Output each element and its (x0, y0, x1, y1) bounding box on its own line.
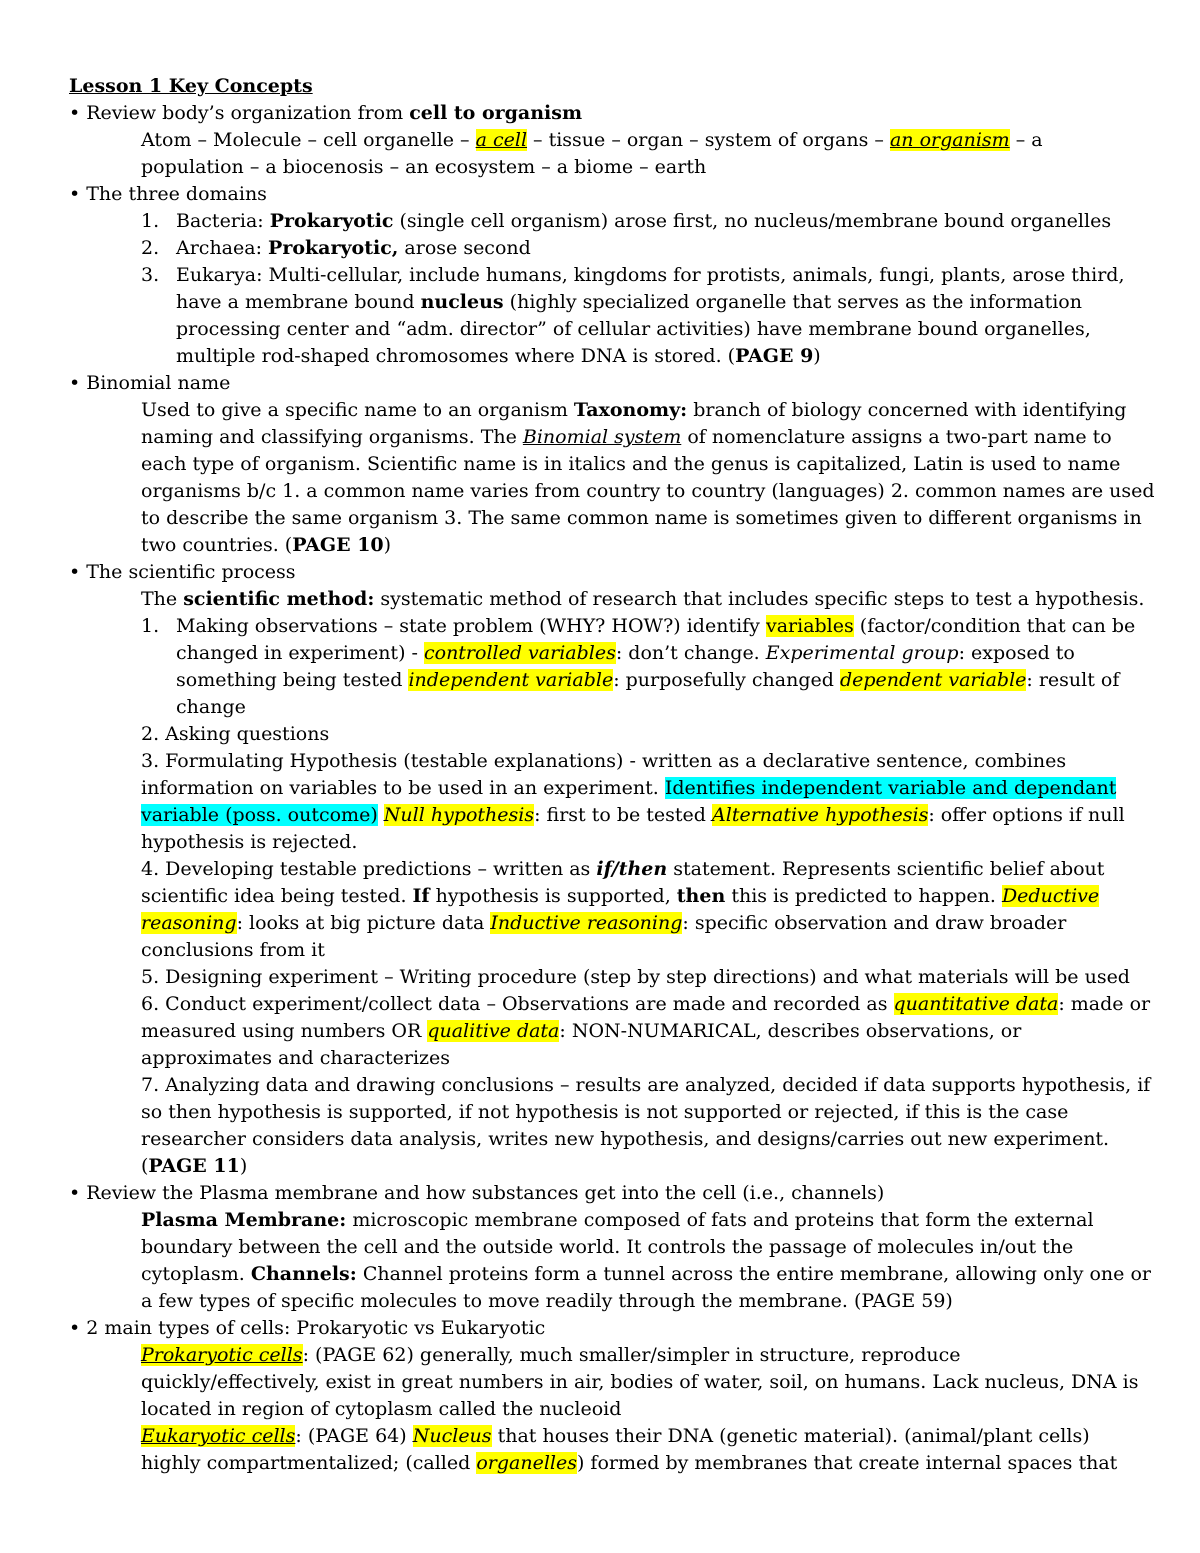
bold-text: If (412, 885, 430, 907)
bold-text: Prokaryotic, (268, 237, 399, 259)
text-span: Making observations – state problem (WHY? HOW?) identify (176, 615, 766, 637)
text-line: to describe the same organism 3. The same common name is sometimes given to different organisms in (141, 507, 1142, 529)
text-line: researcher considers data analysis, writes new hypothesis, and designs/carries out new experiment. (141, 1128, 1110, 1150)
bold-text: PAGE 10 (292, 534, 384, 556)
document-body (69, 73, 1155, 1477)
highlight-text: variables (765, 615, 854, 637)
text-line: boundary between the cell and the outside world. It controls the passage of molecules in/out the (141, 1236, 1074, 1258)
text-line (69, 1261, 1149, 1288)
text-span: – tissue – organ – system of organs – (527, 129, 890, 151)
text-span: : don’t change. (615, 642, 766, 664)
highlight-text: Alternative hypothesis (712, 804, 929, 826)
highlight-text: qualitive data (427, 1020, 560, 1042)
text-span: : result of (1026, 669, 1120, 691)
text-span: something being tested (176, 669, 409, 691)
text-span: ( (141, 1155, 149, 1177)
bullet-plasma-membrane: • Review the Plasma membrane and how substances get into the cell (i.e., channels) (69, 1182, 885, 1204)
highlight-text: Prokaryotic cells (141, 1344, 303, 1366)
text-span: Eukarya: Multi-cellular, include humans, kingdoms for protists, animals, fungi, plants, arose third, (176, 264, 1125, 286)
text-span (378, 804, 384, 826)
text-line: quickly/effectively, exist in great numbers in air, bodies of water, soil, on humans. Lack nucleus, DNA is (141, 1371, 1139, 1393)
list-item (69, 235, 1149, 262)
text-span: two countries. ( (141, 534, 293, 556)
text-line: change (176, 696, 246, 718)
text-span: ) (239, 1155, 248, 1177)
text-line (69, 424, 1149, 451)
bullet-domains: • The three domains (69, 183, 267, 205)
text-line: population – a biocenosis – an ecosystem – a biome – earth (141, 156, 707, 178)
text-span: 6. Conduct experiment/collect data – Observations are made and recorded as (141, 993, 894, 1015)
text-span: : made or (1058, 993, 1151, 1015)
cyan-highlight-text: variable (poss. outcome) (141, 804, 378, 826)
highlight-text: organelles (476, 1452, 577, 1474)
text-line (69, 289, 1149, 316)
text-span: statement. Represents scientific belief about (667, 858, 1105, 880)
text-line (69, 397, 1149, 424)
text-line (69, 667, 1149, 694)
text-span: arose second (398, 237, 531, 259)
highlight-text: Null hypothesis (383, 804, 535, 826)
text-line (69, 1450, 1149, 1477)
highlight-text: quantitative data (893, 993, 1059, 1015)
list-number: 3. (141, 264, 160, 286)
text-span: ) (813, 345, 821, 367)
text-line (69, 532, 1149, 559)
text-line (69, 856, 1149, 883)
highlight-text: a cell (475, 129, 528, 151)
text-span: : first to be tested (534, 804, 713, 826)
text-span: this is predicted to happen. (725, 885, 1002, 907)
bold-text: Plasma Membrane: (141, 1209, 347, 1231)
text-line: a few types of specific molecules to move readily through the membrane. (PAGE 59) (141, 1290, 953, 1312)
bold-text: then (676, 885, 726, 907)
text-span: : specific observation and draw broader (682, 912, 1067, 934)
text-line (69, 1423, 1149, 1450)
text-line (69, 127, 1149, 154)
list-item (69, 262, 1149, 289)
bold-text: Taxonomy: (573, 399, 688, 421)
highlight-text: Eukaryotic cells (141, 1425, 296, 1447)
text-span: highly compartmentalized; (called (141, 1452, 477, 1474)
bullet-cell-types: • 2 main types of cells: Prokaryotic vs Eukaryotic (69, 1317, 546, 1339)
highlight-text: controlled variables (423, 642, 616, 664)
text-span: (single cell organism) arose first, no nucleus/membrane bound organelles (393, 210, 1112, 232)
text-span: : looks at big picture data (236, 912, 491, 934)
cyan-highlight-text: Identifies independent variable and dependant (664, 777, 1117, 799)
text-span: systematic method of research that includes specific steps to test a hypothesis. (374, 588, 1145, 610)
text-span: branch of biology concerned with identifying (687, 399, 1127, 421)
highlight-text: Inductive reasoning (490, 912, 683, 934)
text-line: conclusions from it (141, 939, 325, 961)
text-line: 3. Formulating Hypothesis (testable explanations) - written as a declarative sentence, combines (141, 750, 1067, 772)
text-line: located in region of cytoplasm called the nucleoid (141, 1398, 622, 1420)
text-line (69, 1207, 1149, 1234)
highlight-text: Deductive (1001, 885, 1100, 907)
highlight-text: dependent variable (839, 669, 1027, 691)
text-span: ) (383, 534, 392, 556)
text-span: : offer options if null (928, 804, 1125, 826)
text-span: – a (1009, 129, 1043, 151)
list-item (69, 208, 1149, 235)
page-title: Lesson 1 Key Concepts (69, 75, 313, 97)
text-line (69, 343, 1149, 370)
bold-italic-text: if/then (596, 858, 668, 880)
bold-text: scientific method: (183, 588, 375, 610)
highlight-text: Nucleus (412, 1425, 492, 1447)
text-span: : exposed to (958, 642, 1075, 664)
list-number: 1. (141, 615, 160, 637)
bold-text: cell to organism (409, 102, 583, 124)
text-span: scientific idea being tested. (141, 885, 413, 907)
text-line (69, 883, 1149, 910)
text-line: 5. Designing experiment – Writing procedure (step by step directions) and what materials will be used (141, 966, 1130, 988)
text-span: Channel proteins form a tunnel across the entire membrane, allowing only one or (356, 1263, 1151, 1285)
list-number: 1. (141, 210, 160, 232)
italic-text: Experimental group (765, 642, 959, 664)
text-span: Archaea: (176, 237, 269, 259)
text-span: : purposefully changed (613, 669, 840, 691)
text-span: (highly specialized organelle that serves as the information (503, 291, 1082, 313)
text-span: of nomenclature assigns a two-part name to (681, 426, 1112, 448)
text-line: hypothesis is rejected. (141, 831, 358, 853)
text-span: Bacteria: (176, 210, 270, 232)
bold-text: Channels: (250, 1263, 357, 1285)
text-span: Used to give a specific name to an organism (141, 399, 574, 421)
text-span: cytoplasm. (141, 1263, 251, 1285)
text-span: naming and classifying organisms. The (141, 426, 523, 448)
text-line (69, 586, 1149, 613)
text-span: Atom – Molecule – cell organelle – (141, 129, 476, 151)
italic-underlined-text: Binomial system (522, 426, 682, 448)
text-line (69, 1153, 1149, 1180)
text-span: 4. Developing testable predictions – written as (141, 858, 597, 880)
highlight-text: reasoning (141, 912, 237, 934)
text-span: hypothesis is supported, (429, 885, 677, 907)
text-span: : NON-NUMARICAL, describes observations, or (559, 1020, 1022, 1042)
bold-text: nucleus (420, 291, 504, 313)
text-span: : (PAGE 64) (295, 1425, 413, 1447)
text-span: (factor/condition that can be (853, 615, 1136, 637)
text-line: organisms b/c 1. a common name varies from country to country (languages) 2. common names are used (141, 480, 1155, 502)
bullet-text: • Review body’s organization from (69, 102, 410, 124)
text-line (69, 1018, 1149, 1045)
list-item (69, 613, 1149, 640)
text-span: ) formed by membranes that create internal spaces that (576, 1452, 1118, 1474)
text-line (69, 910, 1149, 937)
highlight-text: an organism (889, 129, 1010, 151)
text-line (69, 775, 1149, 802)
text-span: microscopic membrane composed of fats and proteins that form the external (346, 1209, 1094, 1231)
highlight-text: independent variable (408, 669, 614, 691)
text-line: each type of organism. Scientific name is in italics and the genus is capitalized, Latin is used to name (141, 453, 1121, 475)
text-line (69, 802, 1149, 829)
text-span: multiple rod-shaped chromosomes where DNA is stored. ( (176, 345, 736, 367)
text-line: 2. Asking questions (141, 723, 330, 745)
bullet-binomial: • Binomial name (69, 372, 231, 394)
text-span: that houses their DNA (genetic material). (animal/plant cells) (491, 1425, 1090, 1447)
text-span: The (141, 588, 184, 610)
bullet-organization (69, 100, 1149, 127)
text-span: changed in experiment) - (176, 642, 424, 664)
text-line (69, 1342, 1149, 1369)
bullet-scientific-process: • The scientific process (69, 561, 296, 583)
text-line (69, 991, 1149, 1018)
text-span: measured using numbers OR (141, 1020, 428, 1042)
bold-text: Prokaryotic (269, 210, 394, 232)
text-span: : (PAGE 62) generally, much smaller/simpler in structure, reproduce (302, 1344, 961, 1366)
text-span: information on variables to be used in an experiment. (141, 777, 665, 799)
text-span: have a membrane bound (176, 291, 421, 313)
text-line: 7. Analyzing data and drawing conclusions – results are analyzed, decided if data supports hypothesis, if (141, 1074, 1151, 1096)
text-line: approximates and characterizes (141, 1047, 451, 1069)
bold-text: PAGE 9 (735, 345, 814, 367)
text-line: processing center and “adm. director” of cellular activities) have membrane bound organelles, (176, 318, 1091, 340)
text-line (69, 640, 1149, 667)
text-line: so then hypothesis is supported, if not hypothesis is not supported or rejected, if this is the case (141, 1101, 1069, 1123)
bold-text: PAGE 11 (148, 1155, 240, 1177)
list-number: 2. (141, 237, 160, 259)
